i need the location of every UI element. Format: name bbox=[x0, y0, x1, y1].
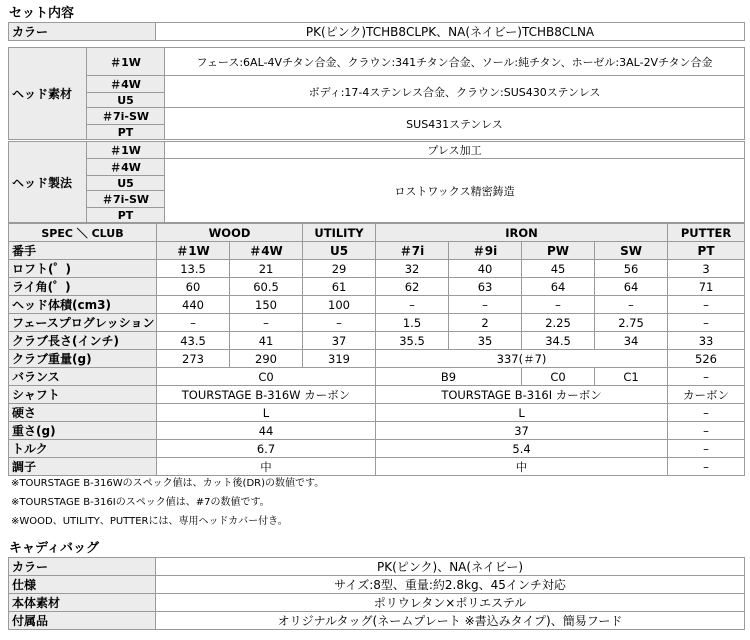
head-material-label: ヘッド素材 bbox=[9, 48, 87, 140]
mfg-club-4w: ＃4W bbox=[87, 159, 165, 176]
mfg-club-u5: U5 bbox=[87, 176, 165, 191]
lie-label: ライ角(゜) bbox=[9, 278, 157, 296]
set-color-table bbox=[8, 22, 745, 41]
progression-value: – bbox=[668, 314, 745, 332]
kick-label: 調子 bbox=[9, 458, 157, 476]
club-7i-sw: ＃7i-SW bbox=[87, 108, 165, 125]
progression-value: 2.75 bbox=[595, 314, 668, 332]
note-316w: ※TOURSTAGE B-316Wのスペック値は、カット後(DR)の数値です。 bbox=[11, 478, 325, 489]
loft-value: 56 bbox=[595, 260, 668, 278]
mfg-1w: プレス加工 bbox=[165, 142, 745, 159]
loft-value: 21 bbox=[230, 260, 303, 278]
weight-label: クラブ重量(g) bbox=[9, 350, 157, 368]
caddie-bag-table bbox=[8, 557, 745, 630]
kick-pt: – bbox=[668, 458, 745, 476]
shaft-label: シャフト bbox=[9, 386, 157, 404]
balance-wood: C0 bbox=[157, 368, 376, 386]
loft-value: 13.5 bbox=[157, 260, 230, 278]
group-putter: PUTTER bbox=[668, 224, 745, 242]
weight-u5: 319 bbox=[303, 350, 376, 368]
loft-value: 29 bbox=[303, 260, 376, 278]
volume-value: 100 bbox=[303, 296, 376, 314]
lie-value: 71 bbox=[668, 278, 745, 296]
loft-value: 45 bbox=[522, 260, 595, 278]
volume-label: ヘッド体積(cm3) bbox=[9, 296, 157, 314]
spec-table bbox=[8, 223, 745, 476]
number-7i: ＃7i bbox=[376, 242, 449, 260]
head-material-table bbox=[8, 47, 745, 140]
material-iron-pt: SUS431ステンレス bbox=[165, 108, 745, 140]
weight-4w: 290 bbox=[230, 350, 303, 368]
bag-spec-label: 仕様 bbox=[9, 576, 156, 594]
club-4w: ＃4W bbox=[87, 76, 165, 93]
loft-value: 32 bbox=[376, 260, 449, 278]
progression-value: 2.25 bbox=[522, 314, 595, 332]
club-u5: U5 bbox=[87, 93, 165, 108]
shaft-pt: カーボン bbox=[668, 386, 745, 404]
set-contents-heading: セット内容 bbox=[9, 6, 75, 21]
flex-label: 硬さ bbox=[9, 404, 157, 422]
lie-value: 64 bbox=[522, 278, 595, 296]
number-pt: PT bbox=[668, 242, 745, 260]
length-value: 43.5 bbox=[157, 332, 230, 350]
volume-value: 440 bbox=[157, 296, 230, 314]
bag-accessories-value: オリジナルタッグ(ネームプレート ※書込みタイプ)、簡易フード bbox=[156, 612, 745, 630]
number-u5: U5 bbox=[303, 242, 376, 260]
group-wood: WOOD bbox=[157, 224, 303, 242]
number-4w: ＃4W bbox=[230, 242, 303, 260]
number-9i: ＃9i bbox=[449, 242, 522, 260]
head-manufacture-table bbox=[8, 141, 745, 223]
loft-value: 40 bbox=[449, 260, 522, 278]
club-1w: ＃1W bbox=[87, 48, 165, 76]
shaft-weight-wood: 44 bbox=[157, 422, 376, 440]
length-value: 37 bbox=[303, 332, 376, 350]
group-iron: IRON bbox=[376, 224, 668, 242]
progression-value: – bbox=[230, 314, 303, 332]
volume-value: – bbox=[595, 296, 668, 314]
lie-value: 60 bbox=[157, 278, 230, 296]
number-sw: SW bbox=[595, 242, 668, 260]
lie-value: 62 bbox=[376, 278, 449, 296]
volume-value: 150 bbox=[230, 296, 303, 314]
length-value: 35 bbox=[449, 332, 522, 350]
lie-value: 61 bbox=[303, 278, 376, 296]
progression-value: 2 bbox=[449, 314, 522, 332]
caddie-bag-heading: キャディバッグ bbox=[9, 541, 99, 556]
flex-iron: L bbox=[376, 404, 668, 422]
torque-wood: 6.7 bbox=[157, 440, 376, 458]
torque-pt: – bbox=[668, 440, 745, 458]
color-value: PK(ピンク)TCHB8CLPK、NA(ネイビー)TCHB8CLNA bbox=[156, 23, 745, 41]
balance-iron-a: B9 bbox=[376, 368, 522, 386]
lie-value: 64 bbox=[595, 278, 668, 296]
length-value: 35.5 bbox=[376, 332, 449, 350]
bag-color-label: カラー bbox=[9, 558, 156, 576]
length-value: 33 bbox=[668, 332, 745, 350]
mfg-other: ロストワックス精密鋳造 bbox=[165, 159, 745, 223]
shaft-weight-iron: 37 bbox=[376, 422, 668, 440]
shaft-wood: TOURSTAGE B-316W カーボン bbox=[157, 386, 376, 404]
balance-pt: – bbox=[668, 368, 745, 386]
length-value: 34.5 bbox=[522, 332, 595, 350]
mfg-club-7i-sw: ＃7i-SW bbox=[87, 191, 165, 208]
length-label: クラブ長さ(インチ) bbox=[9, 332, 157, 350]
balance-label: バランス bbox=[9, 368, 157, 386]
balance-iron-c: C1 bbox=[595, 368, 668, 386]
flex-wood: L bbox=[157, 404, 376, 422]
number-pw: PW bbox=[522, 242, 595, 260]
number-label: 番手 bbox=[9, 242, 157, 260]
note-316i: ※TOURSTAGE B-316Iのスペック値は、#7の数値です。 bbox=[11, 497, 270, 508]
number-1w: ＃1W bbox=[157, 242, 230, 260]
length-value: 41 bbox=[230, 332, 303, 350]
mfg-club-pt: PT bbox=[87, 208, 165, 223]
lie-value: 63 bbox=[449, 278, 522, 296]
shaft-iron: TOURSTAGE B-316I カーボン bbox=[376, 386, 668, 404]
progression-value: – bbox=[157, 314, 230, 332]
bag-material-label: 本体素材 bbox=[9, 594, 156, 612]
shaft-weight-pt: – bbox=[668, 422, 745, 440]
volume-value: – bbox=[449, 296, 522, 314]
progression-value: 1.5 bbox=[376, 314, 449, 332]
kick-wood: 中 bbox=[157, 458, 376, 476]
color-label: カラー bbox=[9, 23, 156, 41]
spec-corner: SPEC ＼ CLUB bbox=[9, 224, 157, 242]
weight-pt: 526 bbox=[668, 350, 745, 368]
loft-value: 3 bbox=[668, 260, 745, 278]
material-1w: フェース:6AL-4Vチタン合金、クラウン:341チタン合金、ソール:純チタン、ホーゼル:3AL-2Vチタン合金 bbox=[165, 48, 745, 76]
torque-label: トルク bbox=[9, 440, 157, 458]
volume-value: – bbox=[376, 296, 449, 314]
note-headcover: ※WOOD、UTILITY、PUTTERには、専用ヘッドカバー付き。 bbox=[11, 516, 288, 527]
torque-iron: 5.4 bbox=[376, 440, 668, 458]
group-utility: UTILITY bbox=[303, 224, 376, 242]
progression-value: – bbox=[303, 314, 376, 332]
bag-accessories-label: 付属品 bbox=[9, 612, 156, 630]
material-4w-u5: ボディ:17-4ステンレス合金、クラウン:SUS430ステンレス bbox=[165, 76, 745, 108]
balance-iron-b: C0 bbox=[522, 368, 595, 386]
shaft-weight-label: 重さ(g) bbox=[9, 422, 157, 440]
bag-spec-value: サイズ:8型、重量:約2.8kg、45インチ対応 bbox=[156, 576, 745, 594]
weight-1w: 273 bbox=[157, 350, 230, 368]
volume-value: – bbox=[522, 296, 595, 314]
volume-value: – bbox=[668, 296, 745, 314]
length-value: 34 bbox=[595, 332, 668, 350]
mfg-club-1w: ＃1W bbox=[87, 142, 165, 159]
kick-iron: 中 bbox=[376, 458, 668, 476]
weight-iron: 337(＃7) bbox=[376, 350, 668, 368]
bag-material-value: ポリウレタン×ポリエステル bbox=[156, 594, 745, 612]
club-pt: PT bbox=[87, 125, 165, 140]
bag-color-value: PK(ピンク)、NA(ネイビー) bbox=[156, 558, 745, 576]
loft-label: ロフト(゜) bbox=[9, 260, 157, 278]
head-manufacture-label: ヘッド製法 bbox=[9, 142, 87, 223]
flex-pt: – bbox=[668, 404, 745, 422]
progression-label: フェースプログレッション bbox=[9, 314, 157, 332]
lie-value: 60.5 bbox=[230, 278, 303, 296]
